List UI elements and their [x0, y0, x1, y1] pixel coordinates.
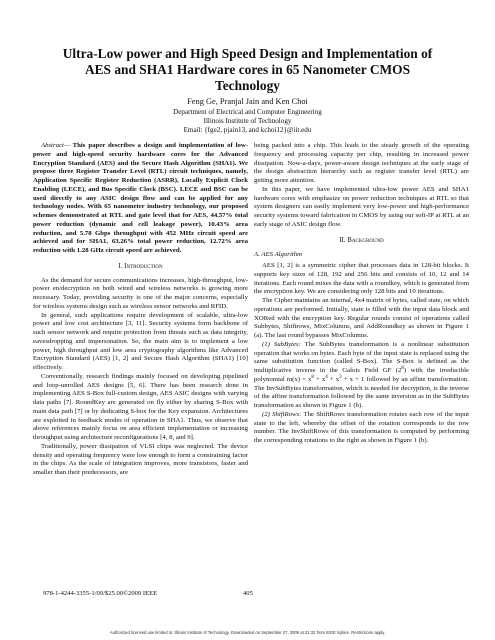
affiliation-dept: Department of Electrical and Computer Engineering: [173, 108, 322, 116]
subbytes-paragraph: (1) SubBytes: The SubBytes transformation is a nonlinear substitution operation that works on bytes. Each byte of the input state is replaced using the same substitution function (called S-Box). The S-Box is defined as the multiplicative inverse in the Galois Field GF $(2^8)$ with the irreducible polynomial $m(x) = x^8 + x^4 + x^3 + x + 1$ followed by an affine transformation. The InvSubBytes transformation, which is needed for decryption, is the inverse of the affine transformation followed by the same inversion as in the SubBytes transformation as shown in Figure 1 (b).: [254, 340, 469, 409]
shiftrows-paragraph: (2) ShiftRows: The ShiftRows transformation rotates each row of the input state to the left, whereby the offset of the rotation corresponds to the row number. The InvShiftRows of this transformation is computed by performing the corresponding rotations to the right as shown in Figure 1 (b).: [254, 410, 469, 444]
title-line-2: AES and SHA1 Hardware cores in 65 Nanometer CMOS: [84, 62, 411, 77]
right-column: [254, 142, 469, 446]
title-line-1: Ultra-Low power and High Speed Design and Implementation of: [62, 46, 433, 61]
aes-paragraph-1: AES [1, 2] is a symmetric cipher that processes data in 128-bit blocks. It supports key sizes of 128, 192 and 256 bits and consists of 10, 12 and 14 iterations. Each round mixes the data with a roundkey, which is generated from the encryption key. We are considering only 128 bits and 10 iterations.: [254, 262, 469, 296]
paper-title: [40, 46, 455, 94]
download-stamp: Authorized licensed use limited to: Illinois Institute of Technology. Downloaded on September 27, 2009 at 21:32 from IEEE Xplore. Restrictions apply.: [109, 630, 386, 635]
aes-paragraph-2: The Cipher maintains an internal, 4x4 matrix of bytes, called state, on which operations are performed. Initially, state is filled with the input data block and XORed with the encryption key. Regular rounds consist of operations called Subbytes, Shiftrows, MixColumns, and AddRoundkey as shown in Figure 1 (a). The last round bypasses MixColumns.: [254, 297, 469, 339]
section-heading-introduction: I. Introduction: [118, 262, 163, 270]
intro-paragraph-1: As the demand for secure communications increases, high-throughput, low-power en/decryption on both wired and wireless networks is growing more necessary. Today, providing security is one of the major concerns, especially for wireless systems design such as wireless sensor networks and RFID.: [33, 276, 248, 310]
section-heading-background: II. Background: [339, 236, 384, 244]
abstract-text: This paper describes a design and implementation of low-power and high-speed security hardware cores for the Advanced Encryption Standard (AES) and the Secure Hash Algorithm (SHA1). We propose three Register Transfer Level (RTL) circuit techniques, namely, Application Specific Register Reduction (ASRR), Locally Explicit Clock Enabling (LECE), and Bus Specific Clock (BSC). LECE and BSC can be used directly to any ASIC design flow and can be applied for any technology nodes. With 65 nanometer industry technology, our proposed schemes demonstrated at RTL and gate level that for AES, 44.57% total power reduction (dynamic and cell leakage power), 10.43% area reduction, and 5.78 Gbps throughput with 452 MHz circuit speed are achieved and for SHA1, 63.26% total power reduction, 12.72% area reduction with 1.28 GHz circuit speed are achieved.: [33, 142, 248, 254]
abstract-label: Abstract—: [41, 142, 70, 149]
subsection-heading-aes: A. AES Algorithm: [254, 251, 302, 259]
affiliation: [40, 108, 455, 136]
right-paragraph-1: being packed into a chip. This leads to the steady growth of the operating frequency and processing capacity per chip, resulting in increased power dissipation. Now-a-days, power-aware design techniques at the early stage of the design abstraction hierarchy such as register transfer level (RTL) are getting more attention.: [254, 142, 469, 184]
intro-paragraph-3: Conventionally, research findings mainly focused on developing pipelined and loop-unrolled AES designs [5, 6]. There has been research done in implementing AES S-Box full-custom design, AES ASIC designs with varying data paths [7]. RoundKey are generated on fly either by sharing S-Box with main data path [7] or by dedicating S-box for the Key expansion. Architectures are exploited in feedback modes of operation in SHA1. Thus, we observe that above references mainly focus on area efficient implementation or increasing throughput using architecture reconfigurations [4, 8, and 9].: [33, 372, 248, 441]
intro-paragraph-4: Traditionally, power dissipation of VLSI chips was neglected. The device density and operating frequency were low enough to form a constraining factor in the chips. As the scale of integration improves, more transistors, faster and smaller than their predecessors, are: [33, 442, 248, 476]
footer-isbn: 978-1-4244-3355-1/09/$25.00©2009 IEEE: [43, 590, 158, 597]
affiliation-institute: Illinois Institute of Technology: [203, 117, 292, 126]
affiliation-email: Email: {fge2, pjain13, and kchoi12}@iit.edu: [183, 126, 312, 135]
title-line-3: Technology: [215, 78, 280, 93]
right-paragraph-2: In this paper, we have implemented ultra-low power AES and SHA1 hardware cores with emphasize on power reduction techniques at RTL so that system designers can easily implement very low-power and high-performance security systems toward fabrication in CMOS by using our soft-IP at RTL at an early stage of ASIC design flow.: [254, 185, 469, 228]
authors: Feng Ge, Pranjal Jain and Ken Choi: [187, 97, 308, 106]
page-number: 405: [243, 590, 253, 597]
intro-paragraph-2: In general, such applications require development of scalable, ultra-low power and low cost architecture [3, 11]. Security systems form backbone of such sensor network and require protection from threats such as data integrity, eavesdropping and impersonation. So, the main aim is to implement a low power, high throughput and low area cryptography algorithms like Advanced Encryption Standard (AES) [1, 2] and Secure Hash Algorithm (SHA1) [10] effectively.: [33, 311, 248, 371]
left-column: [33, 142, 248, 478]
abstract: [33, 142, 248, 256]
